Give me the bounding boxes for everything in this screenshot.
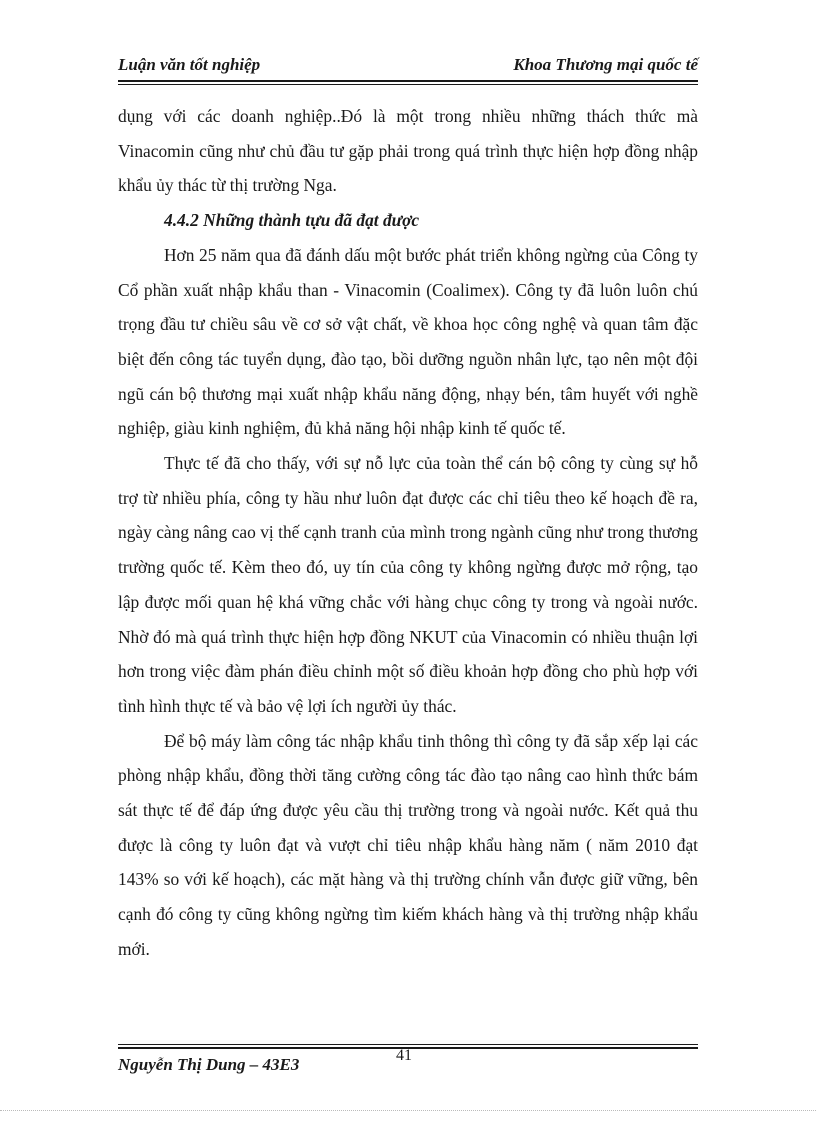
paragraph-intro: dụng với các doanh nghiệp..Đó là một trong nhiều những thách thức mà Vinacomin cũng như chủ đầu tư gặp phải trong quá trình thực hiện hợp đồng nhập khẩu ủy thác từ thị trường Nga. (118, 106, 698, 196)
paragraph-1: Hơn 25 năm qua đã đánh dấu một bước phát triển không ngừng của Công ty Cổ phần xuất nhập khẩu than - Vinacomin (Coalimex). Công ty đã luôn luôn chú trọng đầu tư chiều sâu về cơ sở vật chất, về khoa học công nghệ và quan tâm đặc biệt đến công tác tuyển dụng, đào tạo, bồi dưỡng nguồn nhân lực, tạo nên một đội ngũ cán bộ thương mại xuất nhập khẩu năng động, nhạy bén, tâm huyết với nghề nghiệp, giàu kinh nghiệm, đủ khả năng hội nhập kinh tế quốc tế. (118, 244, 698, 439)
header-thesis-title: Luận văn tốt nghiệp (118, 55, 261, 74)
header-rule (118, 80, 698, 82)
section-heading: 4.4.2 Những thành tựu đã đạt được (164, 210, 420, 231)
paragraph-2: Thực tế đã cho thấy, với sự nỗ lực của toàn thể cán bộ công ty cùng sự hỗ trợ từ nhiều phía, công ty hầu như luôn đạt được các chỉ tiêu theo kế hoạch đề ra, ngày càng nâng cao vị thế cạnh tranh của mình trong ngành cũng như trong thương trường quốc tế. Kèm theo đó, uy tín của công ty không ngừng được mở rộng, tạo lập được mối quan hệ khá vững chắc với hàng chục công ty trong và ngoài nước. Nhờ đó mà quá trình thực hiện hợp đồng NKUT của Vinacomin có nhiều thuận lợi hơn trong việc đàm phán điều chỉnh một số điều khoản hợp đồng cho phù hợp với tình hình thực tế và bảo vệ lợi ích người ủy thác. (118, 453, 698, 716)
page-edge-divider (0, 1110, 816, 1111)
footer-rule-thin (118, 1044, 698, 1045)
page-body (118, 99, 698, 967)
header-faculty: Khoa Thương mại quốc tế (513, 55, 698, 74)
page-number: 41 (396, 1047, 412, 1064)
header-rule-thin (118, 84, 698, 85)
footer-author: Nguyễn Thị Dung – 43E3 (118, 1055, 300, 1074)
page-header (118, 50, 698, 80)
paragraph-3: Để bộ máy làm công tác nhập khẩu tinh thông thì công ty đã sắp xếp lại các phòng nhập khẩu, đồng thời tăng cường công tác đào tạo nâng cao hình thức bám sát thực tế để đáp ứng được yêu cầu thị trường trong và ngoài nước. Kết quả thu được là công ty luôn đạt và vượt chỉ tiêu nhập khẩu hàng năm ( năm 2010 đạt 143% so với kế hoạch), các mặt hàng và thị trường chính vẫn được giữ vững, bên cạnh đó công ty cũng không ngừng tìm kiếm khách hàng và thị trường nhập khẩu mới. (118, 730, 698, 959)
